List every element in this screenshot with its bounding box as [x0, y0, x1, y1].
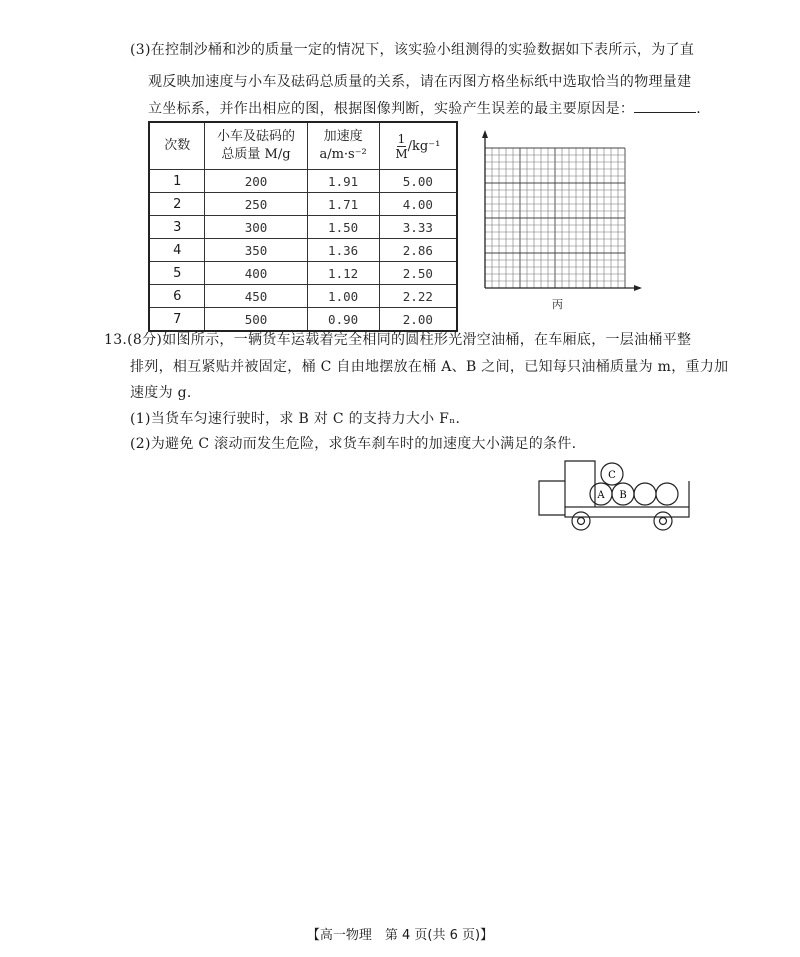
header-mass [205, 122, 307, 170]
header-inverse-mass [379, 122, 457, 170]
q12-part3-line1: (3)在控制沙桶和沙的质量一定的情况下，该实验小组测得的实验数据如下表所示，为了直 [130, 42, 695, 58]
cell-mass: 400 [205, 262, 307, 285]
cell-mass: 250 [205, 193, 307, 216]
data-table [148, 121, 458, 332]
cell-count: 5 [149, 262, 205, 285]
label-b: B [619, 490, 627, 501]
cell-accel: 1.36 [307, 239, 379, 262]
label-a: A [597, 490, 605, 501]
table-header-row [149, 122, 457, 170]
truck-diagram [535, 455, 700, 535]
cell-inverse: 2.22 [379, 285, 457, 308]
table-row [149, 239, 457, 262]
graph-caption: 丙 [552, 298, 563, 311]
cell-inverse: 3.33 [379, 216, 457, 239]
front-wheel [572, 512, 590, 530]
q12-part3-line3-end: . [696, 101, 701, 117]
cell-accel: 1.50 [307, 216, 379, 239]
table-row [149, 285, 457, 308]
cell-count: 3 [149, 216, 205, 239]
q12-part3-line3-text: 立坐标系，并作出相应的图，根据图像判断，实验产生误差的最主要原因是： [148, 101, 635, 117]
truck-hood [539, 481, 565, 515]
cell-accel: 1.12 [307, 262, 379, 285]
table-row [149, 262, 457, 285]
cell-inverse: 2.86 [379, 239, 457, 262]
page-footer: 【高一物理 第 4 页(共 6 页)】 [306, 928, 494, 943]
cell-accel: 1.71 [307, 193, 379, 216]
cell-mass: 350 [205, 239, 307, 262]
cell-count: 7 [149, 308, 205, 332]
header-mass-line2: 总质量 M/g [221, 147, 291, 162]
label-c: C [608, 470, 616, 481]
rear-wheel-hub [660, 518, 667, 525]
fraction-denominator: M [395, 146, 408, 161]
table-row [149, 216, 457, 239]
graph-paper [470, 128, 650, 296]
cell-mass: 200 [205, 170, 307, 193]
y-axis-arrow-icon [482, 130, 488, 138]
cell-count: 1 [149, 170, 205, 193]
truck-cab [565, 461, 595, 507]
drum [634, 483, 656, 505]
cell-mass: 300 [205, 216, 307, 239]
table-row [149, 170, 457, 193]
fraction-numerator: 1 [397, 131, 406, 146]
grid-lines [485, 148, 625, 288]
front-wheel-hub [578, 518, 585, 525]
cell-inverse: 5.00 [379, 170, 457, 193]
cell-inverse: 2.00 [379, 308, 457, 332]
rear-wheel [654, 512, 672, 530]
cell-count: 2 [149, 193, 205, 216]
drum [656, 483, 678, 505]
inverse-fraction [395, 132, 407, 161]
cell-inverse: 2.50 [379, 262, 457, 285]
header-count: 次数 [149, 122, 205, 170]
x-axis-arrow-icon [634, 285, 642, 291]
cell-accel: 0.90 [307, 308, 379, 332]
cell-accel: 1.91 [307, 170, 379, 193]
answer-blank [634, 98, 696, 113]
header-accel-line2: a/m·s⁻² [319, 147, 367, 162]
q12-part3-line2: 观反映加速度与小车及砝码总质量的关系，请在丙图方格坐标纸中选取恰当的物理量建 [148, 74, 692, 90]
q13-line2: 排列，相互紧贴并被固定，桶 C 自由地摆放在桶 A、B 之间，已知每只油桶质量为 m，重力加 [130, 359, 729, 375]
header-accel-line1: 加速度 [323, 129, 363, 144]
cell-mass: 500 [205, 308, 307, 332]
q13-sub2: (2)为避免 C 滚动而发生危险，求货车刹车时的加速度大小满足的条件. [130, 436, 577, 452]
q13-line3: 速度为 g. [130, 385, 192, 401]
inverse-unit: /kg⁻¹ [407, 138, 441, 154]
cell-inverse: 4.00 [379, 193, 457, 216]
q13-sub1: (1)当货车匀速行驶时，求 B 对 C 的支持力大小 Fₙ. [130, 411, 461, 427]
header-mass-line1: 小车及砝码的 [216, 129, 295, 144]
cell-mass: 450 [205, 285, 307, 308]
cell-count: 4 [149, 239, 205, 262]
cell-count: 6 [149, 285, 205, 308]
cell-accel: 1.00 [307, 285, 379, 308]
table-row [149, 193, 457, 216]
q13-line1: 13.(8分)如图所示，一辆货车运载着完全相同的圆柱形光滑空油桶，在车厢底，一层油桶平整 [104, 332, 692, 348]
header-accel [307, 122, 379, 170]
q12-part3-line3 [148, 98, 701, 119]
table-row [149, 308, 457, 332]
